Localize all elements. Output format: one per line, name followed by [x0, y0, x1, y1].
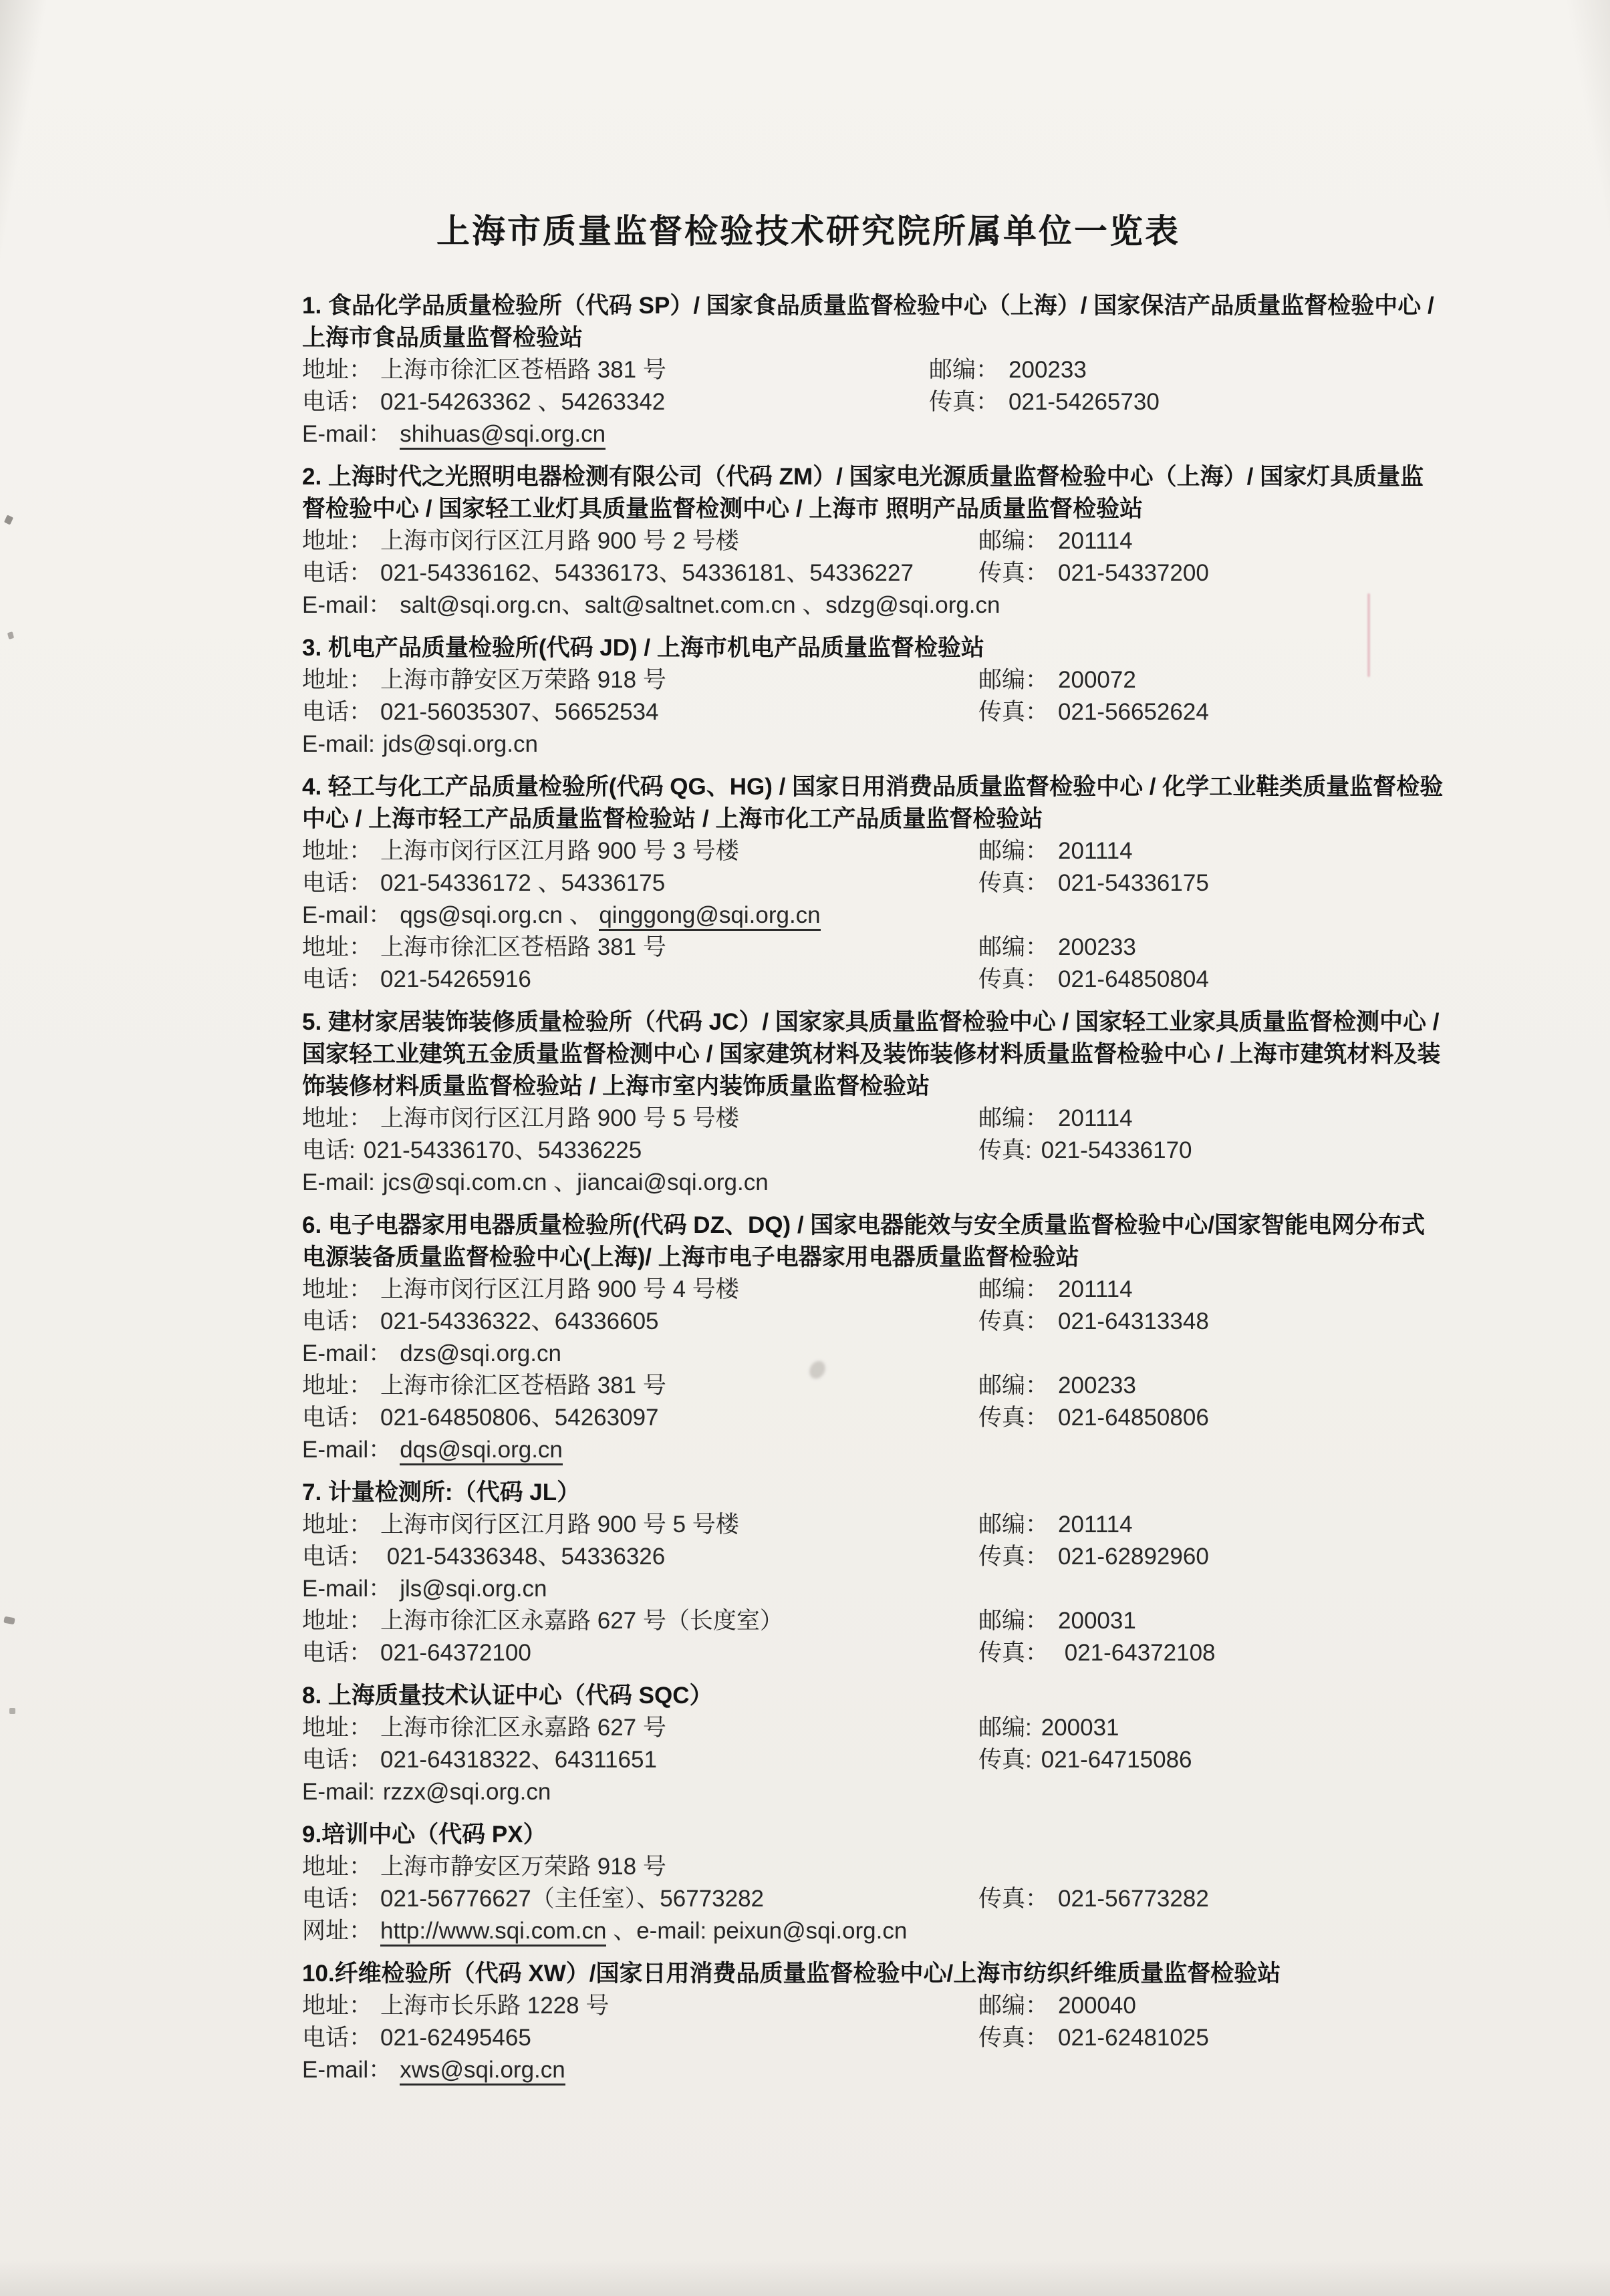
- unit-item: [302, 1819, 1446, 1947]
- unit-item: [302, 461, 1446, 621]
- email-value: [400, 421, 606, 450]
- unit-item: [302, 1958, 1446, 2086]
- phone-row: [302, 867, 1446, 899]
- text-segment: 021-54336172 、54336175: [380, 870, 666, 896]
- zip-column: [978, 1990, 1136, 2022]
- phone-row: [302, 964, 1446, 996]
- unit-item: [302, 1209, 1446, 1466]
- address-label: 地址：: [302, 1512, 373, 1538]
- zip-column: [978, 1103, 1133, 1135]
- text-segment: qgs@sqi.org.cn 、: [400, 902, 599, 928]
- phone-value: [380, 1886, 764, 1912]
- fax-column: [978, 2022, 1209, 2054]
- zip-label: 邮编：: [978, 838, 1049, 864]
- zip-column: [978, 1712, 1119, 1744]
- text-segment: jls@sqi.org.cn: [400, 1576, 547, 1602]
- zip-value: 200233: [1058, 934, 1136, 960]
- text-segment: 上海市徐汇区苍梧路 381 号: [380, 1373, 666, 1399]
- phone-row: [302, 696, 1446, 728]
- zip-value: 201114: [1058, 528, 1133, 554]
- email-value: [400, 1437, 563, 1465]
- email-label: E-mail:: [302, 1779, 375, 1805]
- address-value: [380, 934, 666, 960]
- unit-heading: 4. 轻工与化工产品质量检验所(代码 QG、HG) / 国家日用消费品质量监督检验中心 / 化学工业鞋类质量监督检验中心 / 上海市轻工产品质量监督检验站 / 上海市化工产品质量监督检验站: [302, 774, 1444, 832]
- fax-value: 021-64715086: [1041, 1747, 1192, 1773]
- phone-row: [302, 1402, 1446, 1434]
- phone-row: [302, 1883, 1446, 1915]
- address-value: [380, 667, 666, 693]
- phone-value: [364, 1137, 642, 1163]
- fax-column: [978, 557, 1209, 589]
- unit-heading: 8. 上海质量技术认证中心（代码 SQC）: [302, 1683, 713, 1709]
- zip-value: 200031: [1041, 1715, 1119, 1741]
- fax-label: 传真：: [978, 1886, 1049, 1912]
- email-label: E-mail：: [302, 592, 392, 618]
- fax-value: 021-64850804: [1058, 966, 1209, 992]
- address-value: [380, 1715, 666, 1741]
- underlined-text: dqs@sqi.org.cn: [400, 1437, 563, 1465]
- fax-label: 传真：: [978, 560, 1049, 586]
- phone-value: [380, 1405, 659, 1431]
- underlined-text: xws@sqi.org.cn: [400, 2057, 565, 2086]
- address-value: [380, 357, 666, 383]
- phone-row: [302, 1637, 1446, 1669]
- address-row: [302, 1370, 1446, 1402]
- address-value: [380, 1854, 666, 1880]
- text-segment: 上海市静安区万荣路 918 号: [380, 667, 666, 693]
- web-label: 网址：: [302, 1918, 373, 1944]
- fax-column: [978, 696, 1209, 728]
- address-value: [380, 1373, 666, 1399]
- fax-column: [978, 1637, 1216, 1669]
- fax-label: 传真：: [929, 389, 1000, 415]
- email-label: E-mail：: [302, 421, 392, 447]
- text-segment: 021-54336170、54336225: [363, 1137, 642, 1163]
- zip-column: [978, 525, 1133, 557]
- email-value: [400, 2057, 565, 2086]
- scan-speck: [7, 631, 14, 639]
- underlined-text: qinggong@sqi.org.cn: [599, 902, 820, 931]
- address-label: 地址：: [302, 1105, 373, 1131]
- text-segment: 上海市长乐路 1228 号: [380, 1993, 610, 2019]
- phone-label: 电话：: [302, 560, 373, 586]
- phone-label: 电话：: [302, 966, 373, 992]
- address-row: [302, 1851, 1446, 1883]
- document-content: [302, 212, 1446, 2086]
- fax-column: [978, 1135, 1192, 1167]
- email-row: [302, 899, 1446, 931]
- email-value: [400, 592, 1000, 618]
- fax-value: 021-54336170: [1041, 1137, 1192, 1163]
- email-value: [383, 1779, 551, 1805]
- fax-label: 传真：: [978, 1544, 1049, 1570]
- fax-label: 传真：: [978, 1405, 1049, 1431]
- text-segment: 021-54265916: [380, 966, 531, 992]
- email-value: [400, 1576, 547, 1602]
- text-segment: 021-56776627（主任室）、56773282: [380, 1886, 765, 1912]
- phone-label: 电话：: [302, 1544, 373, 1570]
- address-value: [380, 1512, 739, 1538]
- email-value: [383, 1169, 769, 1195]
- phone-label: 电话：: [302, 870, 373, 896]
- address-label: 地址：: [302, 1276, 373, 1302]
- address-label: 地址：: [302, 1373, 373, 1399]
- address-row: [302, 931, 1446, 964]
- unit-item: [302, 1477, 1446, 1669]
- address-label: 地址：: [302, 1854, 373, 1880]
- address-row: [302, 525, 1446, 557]
- fax-value: 021-62892960: [1058, 1544, 1209, 1570]
- zip-value: 201114: [1058, 838, 1133, 864]
- address-row: [302, 1990, 1446, 2022]
- fax-value: 021-56773282: [1058, 1886, 1209, 1912]
- zip-label: 邮编：: [929, 357, 1000, 383]
- phone-value: [380, 560, 914, 586]
- fax-column: [978, 867, 1209, 899]
- zip-column: [978, 1274, 1133, 1306]
- zip-label: 邮编：: [978, 667, 1049, 693]
- zip-label: 邮编：: [978, 1105, 1049, 1131]
- phone-label: 电话：: [302, 1747, 373, 1773]
- scan-speck: [3, 1616, 15, 1625]
- address-row: [302, 1605, 1446, 1637]
- address-value: [380, 528, 739, 554]
- text-segment: 上海市徐汇区苍梧路 381 号: [380, 357, 666, 383]
- phone-label: 电话:: [302, 1137, 356, 1163]
- phone-row: [302, 557, 1446, 589]
- phone-row: [302, 1744, 1446, 1776]
- phone-label: 电话：: [302, 389, 373, 415]
- address-row: [302, 1712, 1446, 1744]
- email-row: [302, 1776, 1446, 1808]
- address-label: 地址：: [302, 1715, 373, 1741]
- zip-label: 邮编：: [978, 1276, 1049, 1302]
- scan-speck: [4, 515, 13, 525]
- phone-value: [380, 2025, 531, 2051]
- fax-column: [978, 1402, 1209, 1434]
- unit-item: [302, 1006, 1446, 1199]
- text-segment: 021-54336322、64336605: [380, 1308, 659, 1334]
- zip-label: 邮编：: [978, 1608, 1049, 1634]
- unit-heading: 10.纤维检验所（代码 XW）/国家日用消费品质量监督检验中心/上海市纺织纤维质量监督检验站: [302, 1961, 1281, 1987]
- unit-heading: 2. 上海时代之光照明电器检测有限公司（代码 ZM）/ 国家电光源质量监督检验中心（上海）/ 国家灯具质量监督检验中心 / 国家轻工业灯具质量监督检测中心 / 上海市 照明产品质量监督检验站: [302, 464, 1424, 522]
- address-row: [302, 1103, 1446, 1135]
- zip-label: 邮编：: [978, 1373, 1049, 1399]
- unit-heading: 9.培训中心（代码 PX）: [302, 1822, 547, 1848]
- email-label: E-mail：: [302, 1437, 392, 1463]
- phone-value: [380, 1544, 665, 1570]
- phone-label: 电话：: [302, 2025, 373, 2051]
- address-label: 地址：: [302, 934, 373, 960]
- zip-column: [978, 664, 1136, 696]
- email-value: [383, 731, 538, 757]
- zip-value: 201114: [1058, 1105, 1133, 1131]
- text-segment: 021-54336162、54336173、54336181、54336227: [380, 560, 914, 586]
- text-segment: jds@sqi.org.cn: [382, 731, 538, 757]
- fax-value: 021-54337200: [1058, 560, 1209, 586]
- address-row: [302, 835, 1446, 867]
- zip-column: [929, 354, 1087, 386]
- fax-label: 传真：: [978, 2025, 1049, 2051]
- text-segment: salt@sqi.org.cn、salt@saltnet.com.cn 、sdzg@sqi.org.cn: [400, 592, 1000, 618]
- zip-label: 邮编:: [978, 1715, 1032, 1741]
- unit-item: [302, 771, 1446, 996]
- text-segment: 021-56035307、56652534: [380, 699, 659, 725]
- text-segment: 021-64372100: [380, 1640, 531, 1666]
- email-label: E-mail:: [302, 731, 375, 757]
- phone-value: [380, 1640, 531, 1666]
- text-segment: 上海市闵行区江月路 900 号 2 号楼: [380, 528, 739, 554]
- phone-row: [302, 1306, 1446, 1338]
- address-label: 地址：: [302, 357, 373, 383]
- email-row: [302, 418, 1446, 450]
- web-row: [302, 1915, 1446, 1947]
- fax-column: [978, 1306, 1209, 1338]
- phone-label: 电话：: [302, 1886, 373, 1912]
- phone-row: [302, 1541, 1446, 1573]
- text-segment: 上海市闵行区江月路 900 号 5 号楼: [380, 1512, 739, 1538]
- fax-value: 021-64850806: [1058, 1405, 1209, 1431]
- zip-value: 200031: [1058, 1608, 1136, 1634]
- address-value: [380, 838, 739, 864]
- unit-heading: 5. 建材家居装饰装修质量检验所（代码 JC）/ 国家家具质量监督检验中心 / 国家轻工业家具质量监督检测中心 / 国家轻工业建筑五金质量监督检测中心 / 国家建筑材料及装饰装修材料质量监督检验中心 / 上海市建筑材料及装饰装修材料质量监督检验站 / 上海市室内装饰质量监督检验站: [302, 1009, 1441, 1099]
- address-row: [302, 664, 1446, 696]
- email-label: E-mail：: [302, 1340, 392, 1367]
- unit-item: [302, 1680, 1446, 1808]
- zip-value: 200233: [1009, 357, 1087, 383]
- email-row: [302, 1434, 1446, 1466]
- phone-label: 电话：: [302, 699, 373, 725]
- fax-value: 021-54336175: [1058, 870, 1209, 896]
- text-segment: 上海市闵行区江月路 900 号 5 号楼: [380, 1105, 739, 1131]
- zip-label: 邮编：: [978, 528, 1049, 554]
- phone-value: [380, 1308, 659, 1334]
- unit-heading: 1. 食品化学品质量检验所（代码 SP）/ 国家食品质量监督检验中心（上海）/ 国家保洁产品质量监督检验中心 / 上海市食品质量监督检验站: [302, 293, 1434, 351]
- fax-column: [978, 964, 1209, 996]
- address-label: 地址：: [302, 528, 373, 554]
- address-row: [302, 354, 1446, 386]
- fax-label: 传真：: [978, 966, 1049, 992]
- zip-label: 邮编：: [978, 1512, 1049, 1538]
- text-segment: 021-54263362 、54263342: [380, 389, 666, 415]
- address-value: [380, 1993, 609, 2019]
- fax-value: 021-64372108: [1058, 1640, 1216, 1666]
- address-row: [302, 1274, 1446, 1306]
- text-segment: 上海市徐汇区永嘉路 627 号（长度室）: [380, 1608, 783, 1634]
- zip-label: 邮编：: [978, 1993, 1049, 2019]
- zip-column: [978, 931, 1136, 964]
- text-segment: rzzx@sqi.org.cn: [382, 1779, 551, 1805]
- unit-heading: 6. 电子电器家用电器质量检验所(代码 DZ、DQ) / 国家电器能效与安全质量监督检验中心/国家智能电网分布式电源装备质量监督检验中心(上海)/ 上海市电子电器家用电器质量监督检验站: [302, 1212, 1426, 1270]
- email-row: [302, 1338, 1446, 1370]
- unit-heading: 7. 计量检测所:（代码 JL）: [302, 1479, 581, 1505]
- zip-value: 200072: [1058, 667, 1136, 693]
- email-row: [302, 1573, 1446, 1605]
- fax-value: 021-62481025: [1058, 2025, 1209, 2051]
- email-label: E-mail：: [302, 902, 392, 928]
- phone-row: [302, 386, 1446, 418]
- email-label: E-mail：: [302, 1576, 392, 1602]
- scan-speck: [9, 1708, 15, 1714]
- text-segment: 、e-mail: peixun@sqi.org.cn: [606, 1918, 908, 1944]
- address-row: [302, 1509, 1446, 1541]
- phone-value: [380, 699, 659, 725]
- email-row: [302, 1167, 1446, 1199]
- text-segment: 021-64850806、54263097: [380, 1405, 659, 1431]
- zip-value: 200233: [1058, 1373, 1136, 1399]
- fax-column: [978, 1541, 1209, 1573]
- fax-label: 传真：: [978, 699, 1049, 725]
- phone-value: [380, 870, 665, 896]
- text-segment: 021-54336348、54336326: [380, 1544, 666, 1570]
- unit-heading: 3. 机电产品质量检验所(代码 JD) / 上海市机电产品质量监督检验站: [302, 635, 984, 661]
- zip-column: [978, 1370, 1136, 1402]
- underlined-text: shihuas@sqi.org.cn: [400, 421, 606, 450]
- address-label: 地址：: [302, 838, 373, 864]
- text-segment: 021-62495465: [380, 2025, 531, 2051]
- fax-label: 传真：: [978, 1308, 1049, 1334]
- phone-value: [380, 966, 531, 992]
- fax-label: 传真:: [978, 1137, 1032, 1163]
- unit-item: [302, 290, 1446, 450]
- email-row: [302, 728, 1446, 760]
- text-segment: 021-64318322、64311651: [380, 1747, 657, 1773]
- text-segment: dzs@sqi.org.cn: [400, 1340, 561, 1367]
- email-label: E-mail:: [302, 1169, 375, 1195]
- phone-label: 电话：: [302, 1308, 373, 1334]
- phone-row: [302, 2022, 1446, 2054]
- fax-label: 传真：: [978, 870, 1049, 896]
- address-value: [380, 1608, 783, 1634]
- underlined-text: http://www.sqi.com.cn: [380, 1918, 606, 1947]
- text-segment: 上海市徐汇区苍梧路 381 号: [380, 934, 666, 960]
- fax-value: 021-64313348: [1058, 1308, 1209, 1334]
- text-segment: 上海市闵行区江月路 900 号 3 号楼: [380, 838, 739, 864]
- text-segment: 上海市闵行区江月路 900 号 4 号楼: [380, 1276, 739, 1302]
- phone-row: [302, 1135, 1446, 1167]
- zip-column: [978, 1509, 1133, 1541]
- email-label: E-mail：: [302, 2057, 392, 2083]
- unit-item: [302, 632, 1446, 760]
- fax-label: 传真:: [978, 1747, 1032, 1773]
- fax-column: [929, 386, 1160, 418]
- zip-label: 邮编：: [978, 934, 1049, 960]
- address-label: 地址：: [302, 1993, 373, 2019]
- email-row: [302, 2054, 1446, 2086]
- phone-value: [380, 1747, 657, 1773]
- zip-value: 201114: [1058, 1512, 1133, 1538]
- email-value: [400, 902, 820, 931]
- zip-value: 201114: [1058, 1276, 1133, 1302]
- text-segment: 上海市静安区万荣路 918 号: [380, 1854, 666, 1880]
- email-row: [302, 589, 1446, 621]
- fax-value: 021-56652624: [1058, 699, 1209, 725]
- address-label: 地址：: [302, 1608, 373, 1634]
- address-value: [380, 1105, 739, 1131]
- fax-column: [978, 1744, 1192, 1776]
- phone-value: [380, 389, 665, 415]
- zip-value: 200040: [1058, 1993, 1136, 2019]
- phone-label: 电话：: [302, 1405, 373, 1431]
- zip-column: [978, 835, 1133, 867]
- fax-column: [978, 1883, 1209, 1915]
- email-value: [400, 1340, 561, 1367]
- address-value: [380, 1276, 739, 1302]
- address-label: 地址：: [302, 667, 373, 693]
- zip-column: [978, 1605, 1136, 1637]
- text-segment: jcs@sqi.com.cn 、jiancai@sqi.org.cn: [382, 1169, 769, 1195]
- text-segment: 上海市徐汇区永嘉路 627 号: [380, 1715, 666, 1741]
- web-value: [380, 1918, 907, 1947]
- phone-label: 电话：: [302, 1640, 373, 1666]
- fax-value: 021-54265730: [1009, 389, 1160, 415]
- page-title: 上海市质量监督检验技术研究院所属单位一览表: [436, 212, 1180, 250]
- fax-label: 传真：: [978, 1640, 1049, 1666]
- units-list: [302, 290, 1446, 2086]
